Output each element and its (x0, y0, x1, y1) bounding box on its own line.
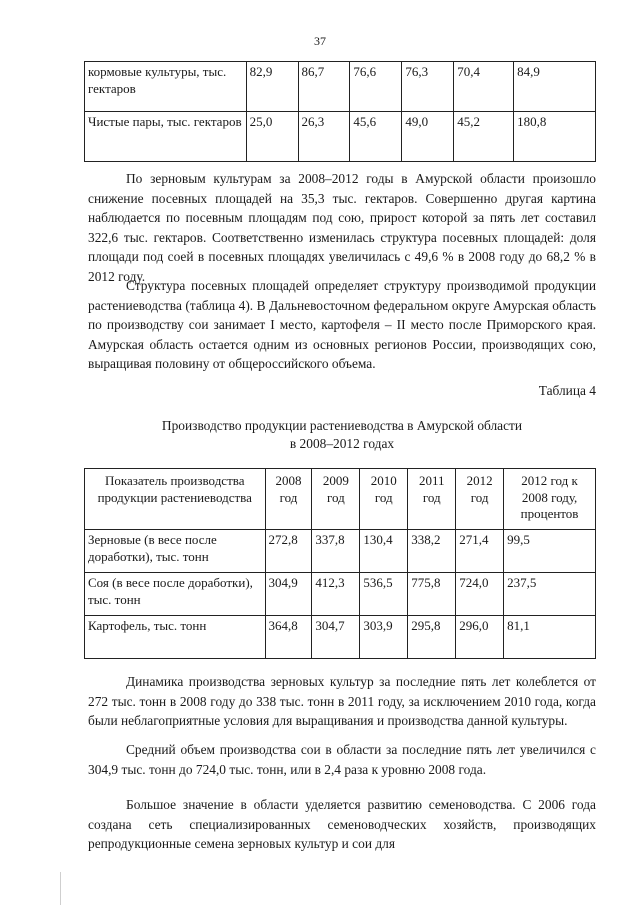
table-cell: 296,0 (456, 616, 504, 659)
table-cell: 304,9 (265, 573, 312, 616)
table-row (85, 530, 596, 573)
table-row (85, 616, 596, 659)
table-cell: 180,8 (514, 112, 596, 162)
column-header: 2012 год к 2008 году, процентов (504, 469, 596, 530)
table-cell: 364,8 (265, 616, 312, 659)
paragraph-grain-area: По зерновым культурам за 2008–2012 годы в Амурской области произошло снижение посевных площадей на 35,3 тыс. гектаров. Совершенно другая картина наблюдается по посевным площадям под сою, прирост которой за пять лет составил 322,6 тыс. гектаров. Соответственно изменилась структура посевных площадей: доля площади под соей в посевных площадях увеличилась с 49,6 % в 2008 году до 68,2 % в 2012 году. (88, 171, 596, 284)
paragraph-grain-dynamics: Динамика производства зерновых культур за последние пять лет колеблется от 272 тыс. тонн в 2008 году до 338 тыс. тонн в 2011 году, за исключением 2010 года, когда были неблагоприятные условия для выращивания и производства данной культуры. (88, 674, 596, 728)
paragraph-structure: Структура посевных площадей определяет структуру производимой продукции растениеводства (таблица 4). В Дальневосточном федеральном округе Амурская область по производству сои занимает I место, картофеля – II место после Приморского края. Амурская область остается одним из основных регионов России, производящих сою, выращивая половину от общероссийского объема. (88, 278, 596, 371)
table-cell: 86,7 (298, 62, 350, 112)
table-cell: 84,9 (514, 62, 596, 112)
table-cell: 338,2 (408, 530, 456, 573)
paragraph-soy-volume: Средний объем производства сои в области за последние пять лет увеличился с 304,9 тыс. тонн до 724,0 тыс. тонн, или в 2,4 раза к уровню 2008 года. (88, 742, 596, 777)
table-caption: Таблица 4 (538, 383, 596, 398)
table-title-line2: в 2008–2012 годах (289, 436, 395, 451)
column-header: 2009 год (312, 469, 360, 530)
table-cell: 303,9 (360, 616, 408, 659)
row-label: Соя (в весе после доработки), тыс. тонн (85, 573, 266, 616)
row-label: кормовые культуры, тыс. гектаров (85, 62, 247, 112)
table-cell: 76,3 (402, 62, 454, 112)
column-header: Показатель производства продукции растениеводства (85, 469, 266, 530)
row-label: Картофель, тыс. тонн (85, 616, 266, 659)
table-row (85, 573, 596, 616)
row-label: Чистые пары, тыс. гектаров (85, 112, 247, 162)
table-cell: 81,1 (504, 616, 596, 659)
table-cell: 295,8 (408, 616, 456, 659)
scan-edge-line (60, 872, 61, 905)
table-cell: 82,9 (246, 62, 298, 112)
table-row (85, 112, 596, 162)
row-label: Зерновые (в весе после доработки), тыс. тонн (85, 530, 266, 573)
table-cell: 99,5 (504, 530, 596, 573)
column-header: 2012 год (456, 469, 504, 530)
table-top-continuation (84, 61, 596, 162)
column-header: 2008 год (265, 469, 312, 530)
table-cell: 237,5 (504, 573, 596, 616)
table-cell: 304,7 (312, 616, 360, 659)
table-cell: 25,0 (246, 112, 298, 162)
table-header-row (85, 469, 596, 530)
table-cell: 272,8 (265, 530, 312, 573)
column-header: 2011 год (408, 469, 456, 530)
table-title-line1: Производство продукции растениеводства в Амурской области (161, 418, 523, 433)
table-cell: 49,0 (402, 112, 454, 162)
table-cell: 26,3 (298, 112, 350, 162)
table-cell: 724,0 (456, 573, 504, 616)
table-cell: 536,5 (360, 573, 408, 616)
table-cell: 412,3 (312, 573, 360, 616)
table-cell: 45,2 (454, 112, 514, 162)
table-cell: 45,6 (350, 112, 402, 162)
column-header: 2010 год (360, 469, 408, 530)
table-cell: 130,4 (360, 530, 408, 573)
table-cell: 271,4 (456, 530, 504, 573)
page-number: 37 (314, 34, 326, 48)
table-4-crop-production (84, 468, 596, 659)
paragraph-seed-production: Большое значение в области уделяется развитию семеноводства. С 2006 года создана сеть специализированных семеноводческих хозяйств, производящих репродукционные семена зерновых культур и сои для (88, 797, 596, 851)
table-cell: 775,8 (408, 573, 456, 616)
table-cell: 337,8 (312, 530, 360, 573)
table-row (85, 62, 596, 112)
table-cell: 70,4 (454, 62, 514, 112)
table-cell: 76,6 (350, 62, 402, 112)
